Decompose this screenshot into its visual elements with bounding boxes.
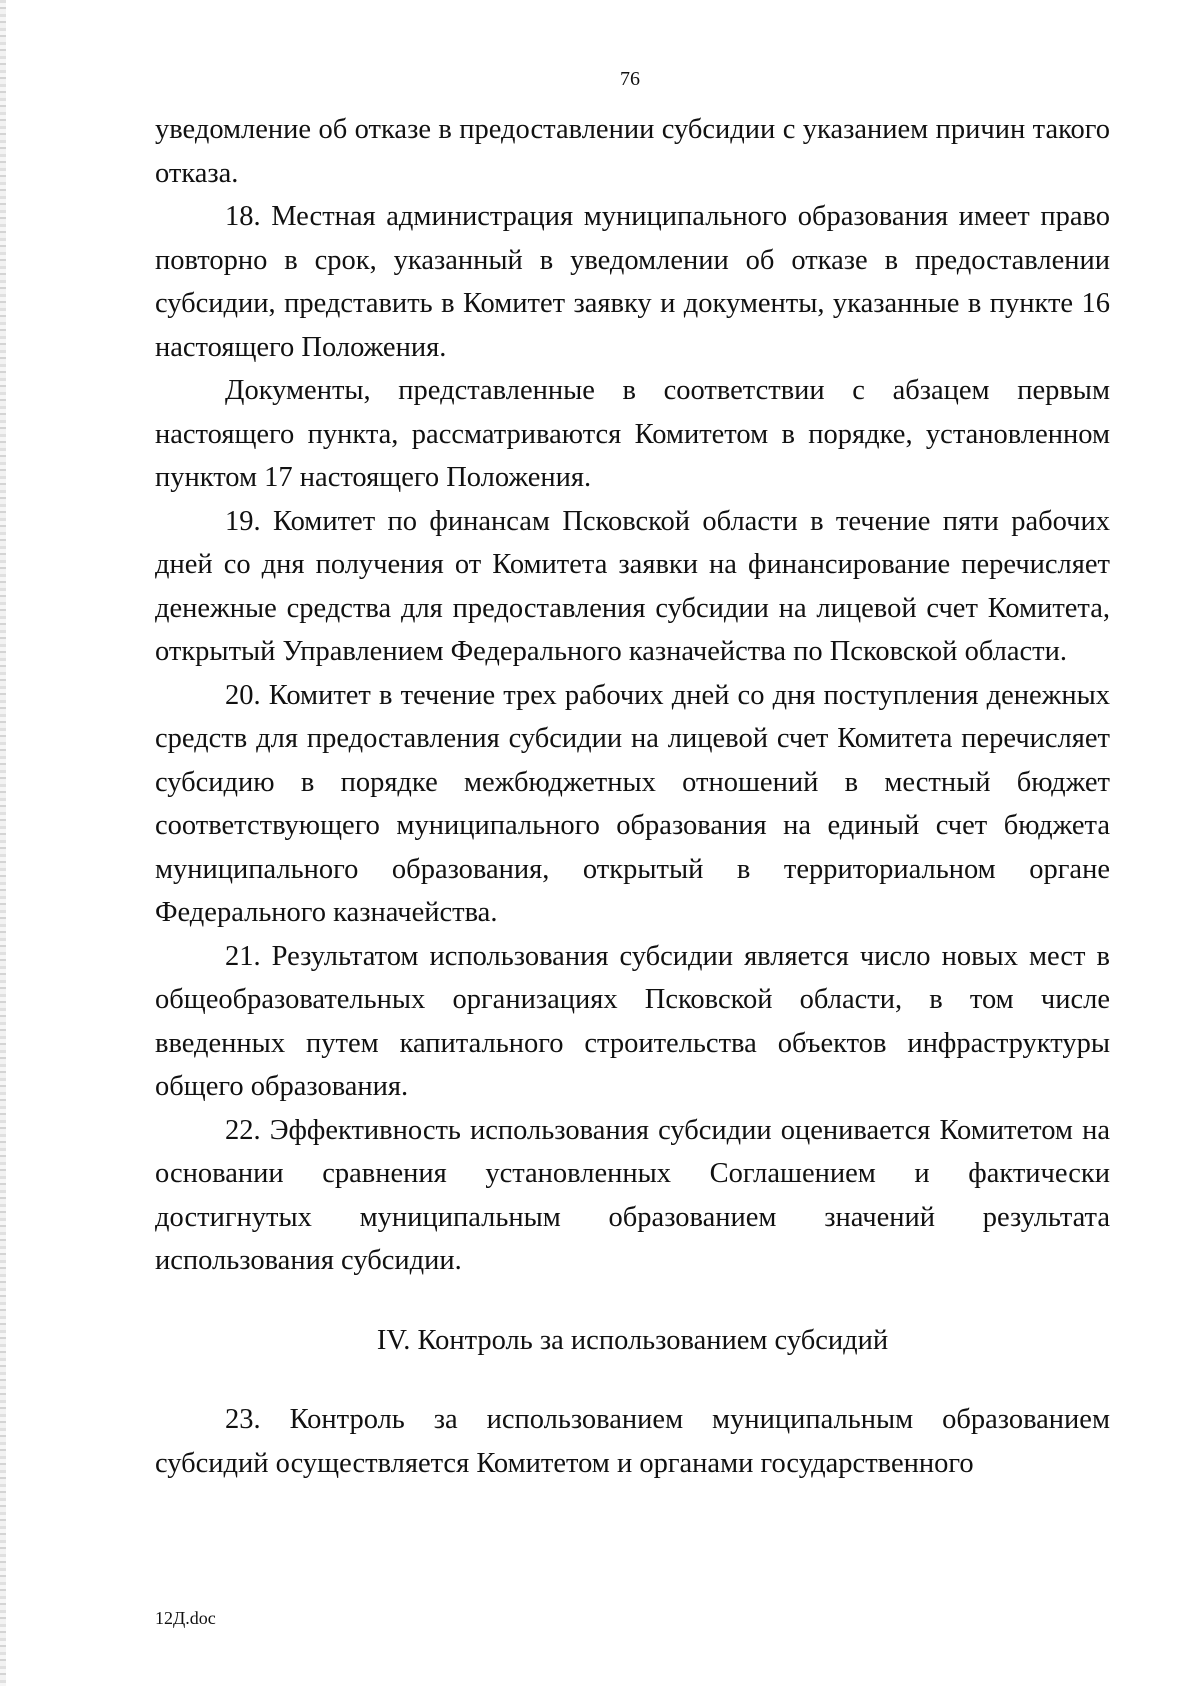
paragraph-18-second: Документы, представленные в соответствии с абзацем первым настоящего пункта, рассматриваются Комитетом в порядке, установленном пунктом 17 настоящего Положения. (155, 375, 1110, 493)
paragraph-18: 18. Местная администрация муниципального образования имеет право повторно в срок, указанный в уведомлении об отказе в предоставлении субсидии, представить в Комитет заявку и документы, указанные в пункте 16 настоящего Положения. (155, 201, 1110, 363)
paragraph-20: 20. Комитет в течение трех рабочих дней со дня поступления денежных средств для предоставления субсидии на лицевой счет Комитета перечисляет субсидию в порядке межбюджетных отношений в местный бюджет соответствующего муниципального образования на единый счет бюджета муниципального образования, открытый в территориальном органе Федерального казначейства. (155, 679, 1110, 928)
paragraph-22: 22. Эффективность использования субсидии оценивается Комитетом на основании сравнения установленных Соглашением и фактически достигнутых муниципальным образованием значений результата использования субсидии. (155, 1114, 1110, 1276)
section-heading: IV. Контроль за использованием субсидий (376, 1324, 889, 1356)
paragraph-continuation: уведомление об отказе в предоставлении субсидии с указанием причин такого отказа. (155, 114, 1110, 189)
scan-edge-artifact (0, 0, 6, 1686)
paragraph-19: 19. Комитет по финансам Псковской области в течение пяти рабочих дней со дня получения от Комитета заявки на финансирование перечисляет денежные средства для предоставления субсидии на лицевой счет Комитета, открытый Управлением Федерального казначейства по Псковской области. (155, 505, 1110, 667)
paragraph-23: 23. Контроль за использованием муниципальным образованием субсидий осуществляется Комитетом и органами государственного (155, 1404, 1110, 1479)
document-body (155, 108, 1110, 1485)
footer-filename: 12Д.doc (155, 1608, 216, 1628)
paragraph-21: 21. Результатом использования субсидии является число новых мест в общеобразовательных организациях Псковской области, в том числе введенных путем капитального строительства объектов инфраструктуры общего образования. (155, 940, 1110, 1102)
page-number: 76 (620, 68, 640, 90)
